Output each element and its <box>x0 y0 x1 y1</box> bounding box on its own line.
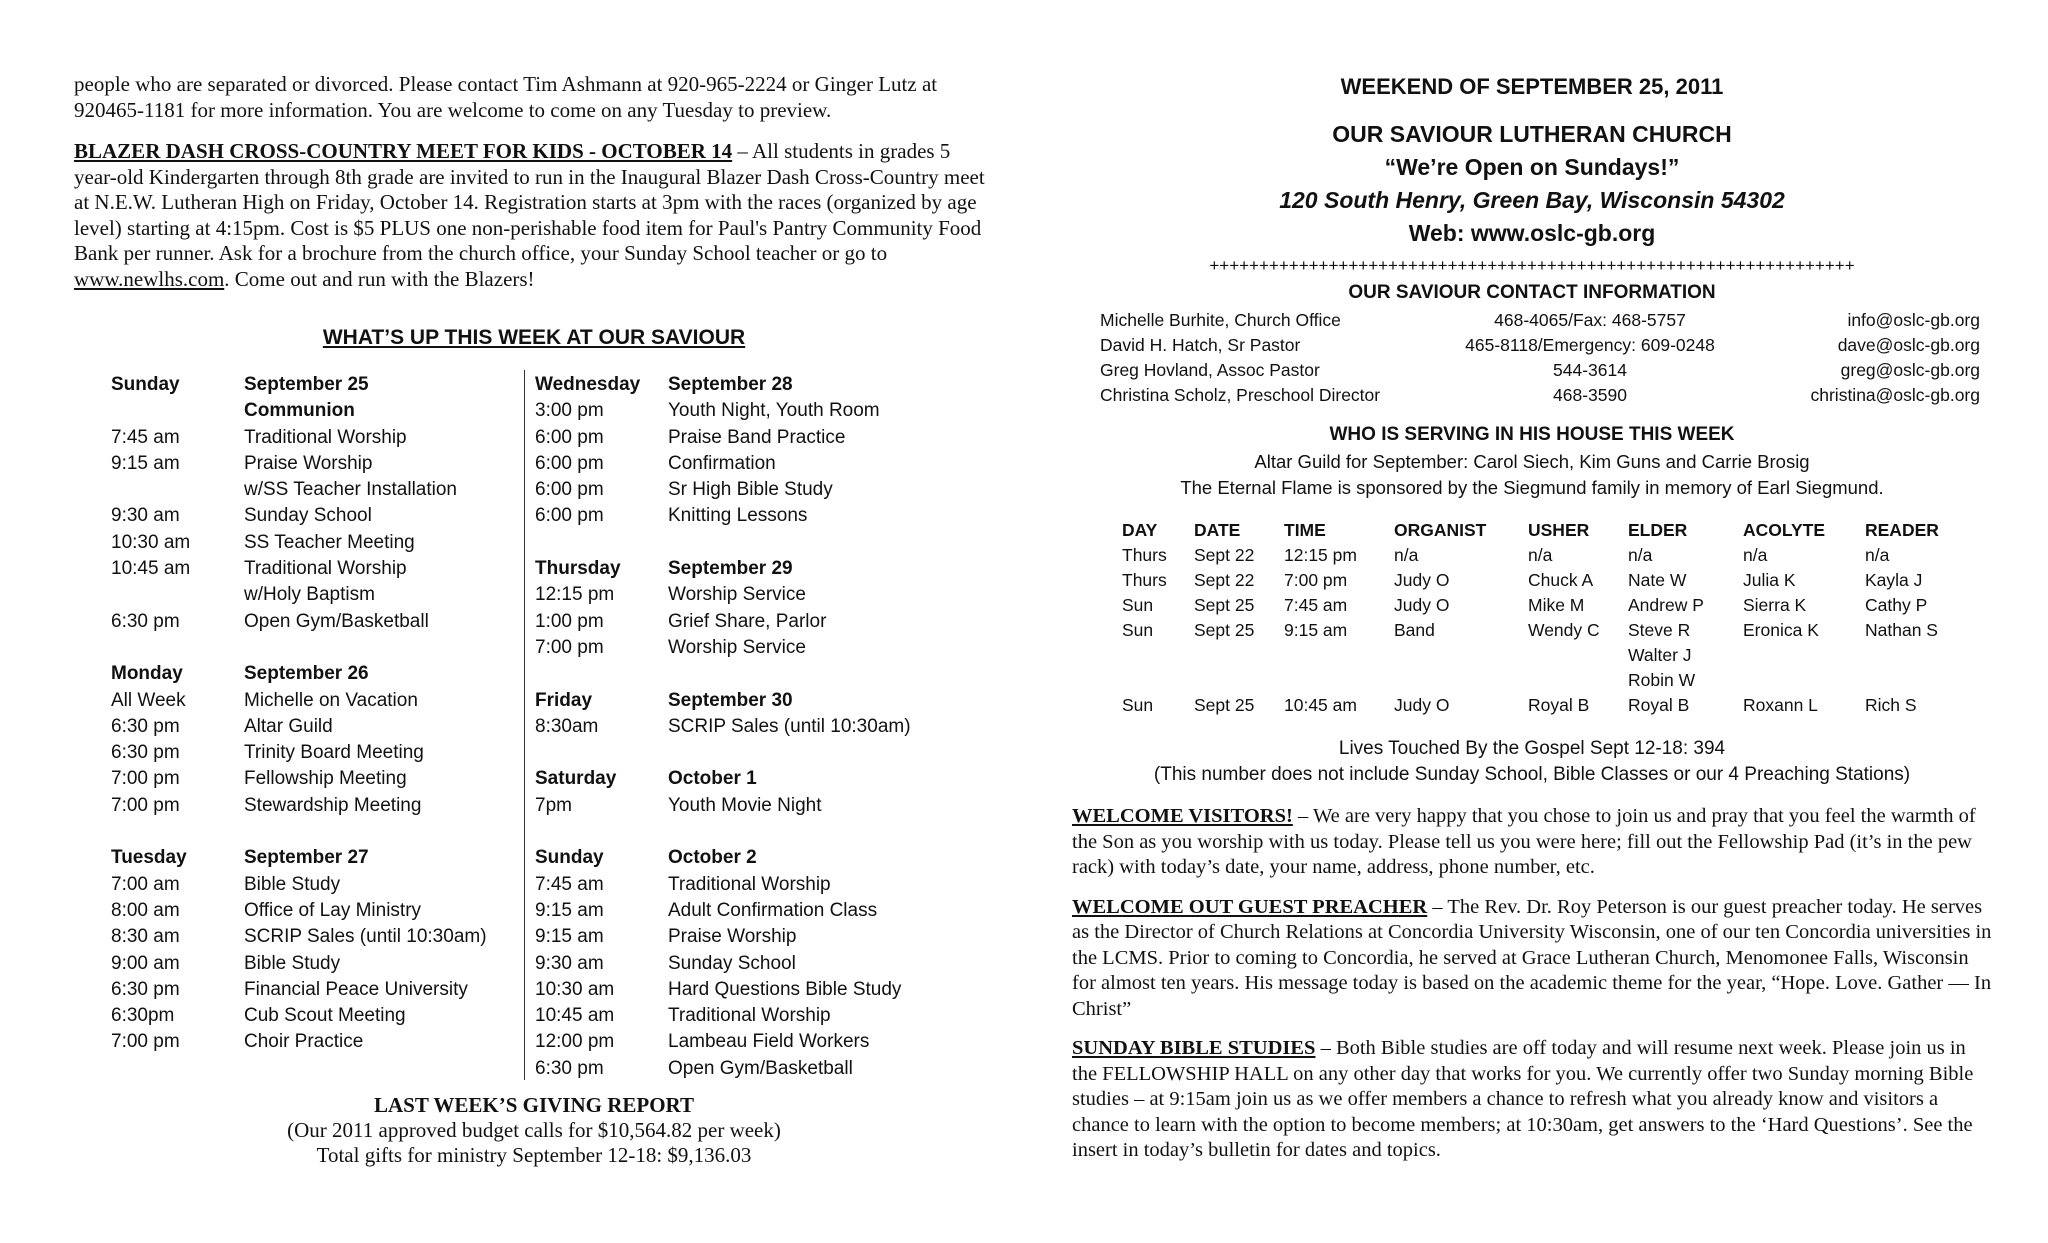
schedule-event: Praise Worship <box>244 452 373 474</box>
schedule-row <box>111 766 521 792</box>
giving-title: LAST WEEK’S GIVING REPORT <box>374 1093 694 1117</box>
schedule-gap <box>535 530 955 556</box>
serving-cell: Walter J <box>1628 645 1692 665</box>
schedule-time: 10:30 am <box>535 978 615 1000</box>
contact-name: Michelle Burhite, Church Office <box>1100 310 1341 330</box>
serving-cell: Sept 25 <box>1194 620 1255 640</box>
schedule-row <box>111 530 521 556</box>
serving-cell: Sept 25 <box>1194 595 1255 615</box>
serving-cell: Sept 25 <box>1194 695 1255 715</box>
serving-cell <box>1743 643 1865 668</box>
schedule-time: 12:00 pm <box>535 1031 615 1053</box>
contact-email[interactable]: info@oslc-gb.org <box>1847 310 1980 330</box>
serving-cell: 9:15 am <box>1284 620 1348 640</box>
schedule-event: Worship Service <box>668 636 806 658</box>
schedule-event: Stewardship Meeting <box>244 794 422 816</box>
giving-report <box>74 1093 994 1168</box>
schedule-row <box>111 556 521 582</box>
schedule-row <box>535 582 955 608</box>
schedule-time: 3:00 pm <box>535 400 604 422</box>
contact-email[interactable]: christina@oslc-gb.org <box>1810 385 1980 405</box>
announcement-body: – The Rev. Dr. Roy Peterson is our guest preacher today. He serves as the Director of Church Relations at Concordia University Wisconsin, one of our ten Concordia universities in the LCMS. Prior to coming to Concordia, he served at Grace Lutheran Church, Menomonee Falls, Wisconsin for almost ten years. His message today is based on the academic theme for the year, “Hope. Love. Gather — In Christ” <box>1072 895 1992 1020</box>
schedule-time: 8:30 am <box>111 926 180 948</box>
blazer-heading: BLAZER DASH CROSS-COUNTRY MEET FOR KIDS - OCTOBER 14 <box>74 139 733 163</box>
serving-cell <box>1122 643 1194 668</box>
schedule-row <box>535 872 955 898</box>
schedule-row <box>111 977 521 1003</box>
schedule-row <box>111 1003 521 1029</box>
serving-cell: Sun <box>1122 595 1154 615</box>
contact-email[interactable]: dave@oslc-gb.org <box>1837 335 1980 355</box>
schedule-event: Cub Scout Meeting <box>244 1005 406 1027</box>
schedule-row <box>535 714 955 740</box>
schedule-row <box>535 635 955 661</box>
serving-cell <box>1528 643 1628 668</box>
serving-row <box>1122 568 1982 593</box>
contact-row <box>1100 383 1980 408</box>
serving-header-cell: DAY <box>1122 520 1158 540</box>
schedule-time: Wednesday <box>535 374 641 395</box>
schedule-time: Thursday <box>535 558 621 580</box>
schedule-time <box>111 398 244 424</box>
contact-phone: 465-8118/Emergency: 609-0248 <box>1465 335 1715 355</box>
schedule-event: Lambeau Field Workers <box>668 1031 870 1053</box>
schedule-time: 9:15 am <box>111 452 180 474</box>
schedule-gap <box>535 661 955 687</box>
serving-cell: Sun <box>1122 620 1154 640</box>
schedule-event: Traditional Worship <box>244 426 407 448</box>
schedule-row <box>535 477 955 503</box>
contact-phone: 468-4065/Fax: 468-5757 <box>1494 310 1686 330</box>
schedule-event: SCRIP Sales (until 10:30am) <box>668 715 911 737</box>
serving-title: WHO IS SERVING IN HIS HOUSE THIS WEEK <box>1329 424 1735 445</box>
schedule-row <box>535 1056 955 1082</box>
schedule-row <box>535 898 955 924</box>
schedule-row <box>111 714 521 740</box>
schedule-time: Tuesday <box>111 847 187 869</box>
schedule-time: 9:15 am <box>535 926 604 948</box>
altar-guild: Altar Guild for September: Carol Siech, Kim Guns and Carrie Brosig <box>1254 451 1810 472</box>
schedule-event: Confirmation <box>668 452 776 474</box>
schedule-event: SS Teacher Meeting <box>244 531 415 553</box>
serving-cell: Band <box>1394 620 1435 640</box>
schedule-row <box>535 425 955 451</box>
serving-row <box>1122 543 1982 568</box>
schedule-row <box>535 924 955 950</box>
serving-cell: Nate W <box>1628 570 1687 590</box>
schedule-gap <box>111 819 521 845</box>
serving-cell <box>1865 668 1965 693</box>
schedule-event: Altar Guild <box>244 715 333 737</box>
serving-cell: Mike M <box>1528 595 1585 615</box>
schedule-event: Fellowship Meeting <box>244 768 407 790</box>
serving-header-cell: ACOLYTE <box>1743 520 1826 540</box>
schedule-time: 6:00 pm <box>535 426 604 448</box>
serving-cell: 7:45 am <box>1284 595 1348 615</box>
serving-row <box>1122 643 1982 668</box>
schedule-event: Praise Worship <box>668 926 797 948</box>
schedule-event: Traditional Worship <box>668 873 831 895</box>
schedule-time: 9:30 am <box>111 505 180 527</box>
serving-cell: Nathan S <box>1865 620 1938 640</box>
contact-name: Greg Hovland, Assoc Pastor <box>1100 360 1320 380</box>
contact-name: David H. Hatch, Sr Pastor <box>1100 335 1301 355</box>
serving-cell: Royal B <box>1628 695 1690 715</box>
schedule-row <box>535 977 955 1003</box>
serving-cell <box>1122 668 1194 693</box>
schedule-row <box>111 503 521 529</box>
blazer-tail: . Come out and run with the Blazers! <box>224 266 535 291</box>
schedule-row <box>111 1029 521 1055</box>
schedule-row <box>535 1003 955 1029</box>
schedule-time: 6:30 pm <box>111 715 180 737</box>
schedule-row <box>535 793 955 819</box>
schedule-event: September 25 <box>244 374 369 395</box>
schedule-row <box>111 372 521 398</box>
church-name: OUR SAVIOUR LUTHERAN CHURCH <box>1332 121 1732 147</box>
giving-budget: (Our 2011 approved budget calls for $10,564.82 per week) <box>287 1118 781 1142</box>
schedule-event: Youth Movie Night <box>668 794 822 816</box>
contact-phone: 544-3614 <box>1553 360 1627 380</box>
schedule-row <box>535 688 955 714</box>
schedule-row <box>535 398 955 424</box>
schedule-time: 9:00 am <box>111 952 180 974</box>
schedule-gap <box>535 819 955 845</box>
serving-cell: Rich S <box>1865 695 1917 715</box>
schedule-time: 7:00 pm <box>111 794 180 816</box>
weekend-heading: WEEKEND OF SEPTEMBER 25, 2011 <box>1340 74 1724 99</box>
schedule-left <box>111 372 521 1056</box>
church-address: 120 South Henry, Green Bay, Wisconsin 54302 <box>1279 187 1785 213</box>
serving-cell: Julia K <box>1743 570 1796 590</box>
serving-cell: n/a <box>1394 545 1419 565</box>
serving-table <box>1122 518 1982 718</box>
schedule-time: Sunday <box>111 374 180 395</box>
schedule-row <box>111 872 521 898</box>
serving-cell: Kayla J <box>1865 570 1923 590</box>
announcement-paragraph <box>1072 804 1992 881</box>
serving-row <box>1122 693 1982 718</box>
serving-cell: n/a <box>1865 545 1890 565</box>
announcement-paragraph <box>1072 895 1992 1023</box>
serving-header-cell: USHER <box>1528 520 1590 540</box>
schedule-time: Friday <box>535 689 593 711</box>
schedule-row <box>111 398 521 424</box>
schedule-row <box>111 451 521 477</box>
schedule-event: Trinity Board Meeting <box>244 742 424 764</box>
contact-title: OUR SAVIOUR CONTACT INFORMATION <box>1348 282 1716 303</box>
serving-cell: Roxann L <box>1743 695 1818 715</box>
schedule-time: 6:00 pm <box>535 452 604 474</box>
schedule-row <box>111 740 521 766</box>
schedule-time: 6:30pm <box>111 1005 175 1027</box>
schedule-row <box>111 951 521 977</box>
serving-cell <box>1284 643 1394 668</box>
schedule-event: Sunday School <box>244 505 372 527</box>
schedule-time: 6:30 pm <box>535 1057 604 1079</box>
schedule-time: 7:45 am <box>535 873 604 895</box>
serving-cell: Judy O <box>1394 695 1450 715</box>
schedule-event: w/Holy Baptism <box>244 584 375 606</box>
schedule-time: 6:30 pm <box>111 978 180 1000</box>
schedule-row <box>111 845 521 871</box>
schedule-row <box>535 609 955 635</box>
schedule-time: Monday <box>111 663 183 685</box>
schedule-time: 12:15 pm <box>535 584 615 606</box>
serving-cell <box>1743 668 1865 693</box>
serving-cell <box>1284 668 1394 693</box>
week-schedule-title: WHAT’S UP THIS WEEK AT OUR SAVIOUR <box>322 326 746 349</box>
serving-cell: Steve R <box>1628 620 1691 640</box>
schedule-time <box>111 477 244 503</box>
announcements <box>1072 804 1992 1178</box>
schedule-event: Communion <box>244 400 355 422</box>
schedule-event: Financial Peace University <box>244 978 468 1000</box>
schedule-event: Praise Band Practice <box>668 426 846 448</box>
schedule-row <box>111 688 521 714</box>
schedule-row <box>111 661 521 687</box>
schedule-gap <box>535 740 955 766</box>
schedule-row <box>111 425 521 451</box>
schedule-event: Office of Lay Ministry <box>244 899 422 921</box>
contact-name: Christina Scholz, Preschool Director <box>1100 385 1381 405</box>
schedule-event: Sunday School <box>668 952 796 974</box>
schedule-time: 6:30 pm <box>111 742 180 764</box>
church-motto: “We’re Open on Sundays!” <box>1384 154 1680 180</box>
schedule-time <box>111 582 244 608</box>
schedule-time: 7:00 am <box>111 873 180 895</box>
schedule-right <box>535 372 955 1082</box>
serving-header-cell: ORGANIST <box>1394 520 1487 540</box>
schedule-time: 8:30am <box>535 715 599 737</box>
serving-cell: Thurs <box>1122 570 1167 590</box>
schedule-gap <box>111 635 521 661</box>
schedule-time: Sunday <box>535 847 604 869</box>
schedule-event: Adult Confirmation Class <box>668 899 878 921</box>
schedule-time: 8:00 am <box>111 899 180 921</box>
schedule-row <box>111 898 521 924</box>
schedule-event: September 29 <box>668 558 793 580</box>
contact-list <box>1100 308 1980 408</box>
serving-cell: 7:00 pm <box>1284 570 1348 590</box>
schedule-event: Bible Study <box>244 873 341 895</box>
schedule-event: SCRIP Sales (until 10:30am) <box>244 926 487 948</box>
contact-email[interactable]: greg@oslc-gb.org <box>1840 360 1980 380</box>
schedule-row <box>111 609 521 635</box>
serving-cell: Sept 22 <box>1194 570 1255 590</box>
schedule-event: Choir Practice <box>244 1031 364 1053</box>
schedule-event: Michelle on Vacation <box>244 689 418 711</box>
schedule-time: Saturday <box>535 768 617 790</box>
schedule-event: w/SS Teacher Installation <box>244 479 457 501</box>
schedule-time: 7:00 pm <box>111 1031 180 1053</box>
lives-touched: Lives Touched By the Gospel Sept 12-18: 394 <box>1338 738 1726 759</box>
schedule-row <box>111 582 521 608</box>
serving-row <box>1122 618 1982 643</box>
schedule-event: September 27 <box>244 847 369 869</box>
lives-note: (This number does not include Sunday School, Bible Classes or our 4 Preaching Stations) <box>1153 764 1911 785</box>
schedule-event: October 2 <box>668 847 757 869</box>
serving-cell: Sun <box>1122 695 1154 715</box>
schedule-event: Youth Night, Youth Room <box>668 400 880 422</box>
serving-cell: Royal B <box>1528 695 1590 715</box>
serving-cell: Sept 22 <box>1194 545 1255 565</box>
schedule-event: Hard Questions Bible Study <box>668 978 902 1000</box>
contact-row <box>1100 333 1980 358</box>
announcement-heading: SUNDAY BIBLE STUDIES <box>1072 1037 1316 1059</box>
serving-cell <box>1528 668 1628 693</box>
schedule-event: September 28 <box>668 374 793 395</box>
serving-header-cell: TIME <box>1284 520 1326 540</box>
contact-row <box>1100 308 1980 333</box>
schedule-row <box>535 951 955 977</box>
schedule-row <box>535 503 955 529</box>
serving-cell: n/a <box>1743 545 1768 565</box>
announcement-paragraph <box>1072 1036 1992 1164</box>
serving-cell: Chuck A <box>1528 570 1594 590</box>
schedule-event: October 1 <box>668 768 757 790</box>
church-website: Web: www.oslc-gb.org <box>1408 220 1656 246</box>
serving-cell: 12:15 pm <box>1284 545 1357 565</box>
schedule-event: September 26 <box>244 663 369 685</box>
serving-cell: Eronica K <box>1743 620 1819 640</box>
schedule-event: Open Gym/Basketball <box>668 1057 853 1079</box>
schedule-row <box>535 766 955 792</box>
serving-cell <box>1865 643 1965 668</box>
schedule-event: Worship Service <box>668 584 806 606</box>
serving-cell: Thurs <box>1122 545 1167 565</box>
serving-row <box>1122 668 1982 693</box>
schedule-time: 6:00 pm <box>535 505 604 527</box>
schedule-time: 7pm <box>535 794 572 816</box>
left-column <box>74 72 994 308</box>
serving-cell: Sierra K <box>1743 595 1807 615</box>
blazer-body: – All students in grades 5 year-old Kindergarten through 8th grade are invited to run in the Inaugural Blazer Dash Cross-Country meet at N.E.W. Lutheran High on Friday, October 14. Registration starts at 3pm with the races (organized by age level) starting at 4:15pm. Cost is $5 PLUS one non-perishable food item for Paul's Pantry Community Food Bank per runner. Ask for a brochure from the church office, your Sunday School teacher or go to <box>74 139 985 265</box>
schedule-time: 1:00 pm <box>535 610 604 632</box>
schedule-event: Grief Share, Parlor <box>668 610 827 632</box>
schedule-row <box>535 556 955 582</box>
contact-row <box>1100 358 1980 383</box>
schedule-row <box>111 477 521 503</box>
serving-cell <box>1394 668 1528 693</box>
serving-cell: 10:45 am <box>1284 695 1357 715</box>
serving-cell <box>1194 643 1284 668</box>
intro-paragraph: people who are separated or divorced. Please contact Tim Ashmann at 920-965-2224 or Ginger Lutz at 920465-1181 for more information. You are welcome to come on any Tuesday to preview. <box>74 72 938 122</box>
serving-row <box>1122 593 1982 618</box>
schedule-time: 9:15 am <box>535 899 604 921</box>
schedule-row <box>535 845 955 871</box>
schedule-time: 7:00 pm <box>111 768 180 790</box>
schedule-event: September 30 <box>668 689 793 711</box>
announcement-body: – Both Bible studies are off today and will resume next week. Please join us in the FELLOWSHIP HALL on any other day that works for you. We currently offer two Sunday morning Bible studies – at 9:15am join us as we offer members a chance to refresh what you already know and visitors a chance to learn with the option to become members; at 10:30am, get answers to the ‘Hard Questions’. See the insert in today’s bulletin for dates and topics. <box>1072 1037 1974 1161</box>
serving-header-row <box>1122 518 1982 543</box>
serving-cell: n/a <box>1628 545 1653 565</box>
schedule-event: Traditional Worship <box>668 1005 831 1027</box>
schedule-event: Knitting Lessons <box>668 505 808 527</box>
schedule-divider <box>524 370 525 1080</box>
serving-cell: Robin W <box>1628 670 1696 690</box>
newlhs-link[interactable]: www.newlhs.com <box>74 266 225 291</box>
schedule-time: 7:00 pm <box>535 636 604 658</box>
schedule-row <box>111 924 521 950</box>
schedule-event: Sr High Bible Study <box>668 479 833 501</box>
schedule-time: 6:30 pm <box>111 610 180 632</box>
schedule-event: Traditional Worship <box>244 558 407 580</box>
schedule-row <box>535 1029 955 1055</box>
contact-phone: 468-3590 <box>1553 385 1627 405</box>
serving-header-cell: ELDER <box>1628 520 1688 540</box>
serving-cell: n/a <box>1528 545 1553 565</box>
schedule-time: 10:30 am <box>111 531 191 553</box>
announcement-heading: WELCOME OUT GUEST PREACHER <box>1072 895 1428 918</box>
serving-header-cell: DATE <box>1194 520 1241 540</box>
schedule-time: 9:30 am <box>535 952 604 974</box>
schedule-time: All Week <box>111 689 186 711</box>
schedule-row <box>535 451 955 477</box>
schedule-row <box>535 372 955 398</box>
serving-cell: Judy O <box>1394 595 1450 615</box>
eternal-flame: The Eternal Flame is sponsored by the Siegmund family in memory of Earl Siegmund. <box>1180 477 1884 498</box>
schedule-time: 7:45 am <box>111 426 180 448</box>
schedule-time: 6:00 pm <box>535 479 604 501</box>
serving-cell <box>1194 668 1284 693</box>
plus-divider: +++++++++++++++++++++++++++++++++++++++++++++++++++++++++++++++++ <box>1209 256 1855 275</box>
announcement-heading: WELCOME VISITORS! <box>1072 805 1293 827</box>
serving-cell: Andrew P <box>1628 595 1704 615</box>
schedule-event: Bible Study <box>244 952 341 974</box>
serving-cell: Wendy C <box>1528 620 1600 640</box>
schedule-event: Open Gym/Basketball <box>244 610 429 632</box>
blazer-paragraph <box>74 139 994 292</box>
serving-cell: Cathy P <box>1865 595 1928 615</box>
giving-total: Total gifts for ministry September 12-18: $9,136.03 <box>316 1143 752 1167</box>
announcement-body: – We are very happy that you chose to join us and pray that you feel the warmth of the Son as you worship with us today. Please tell us you were here; fill out the Fellowship Pad (it’s in the pew rack) with today’s date, your name, address, phone number, etc. <box>1072 805 1976 878</box>
schedule-row <box>111 793 521 819</box>
serving-header-cell: READER <box>1865 520 1939 540</box>
serving-cell <box>1394 643 1528 668</box>
schedule-time: 10:45 am <box>535 1005 615 1027</box>
schedule-time: 10:45 am <box>111 558 191 580</box>
serving-cell: Judy O <box>1394 570 1450 590</box>
